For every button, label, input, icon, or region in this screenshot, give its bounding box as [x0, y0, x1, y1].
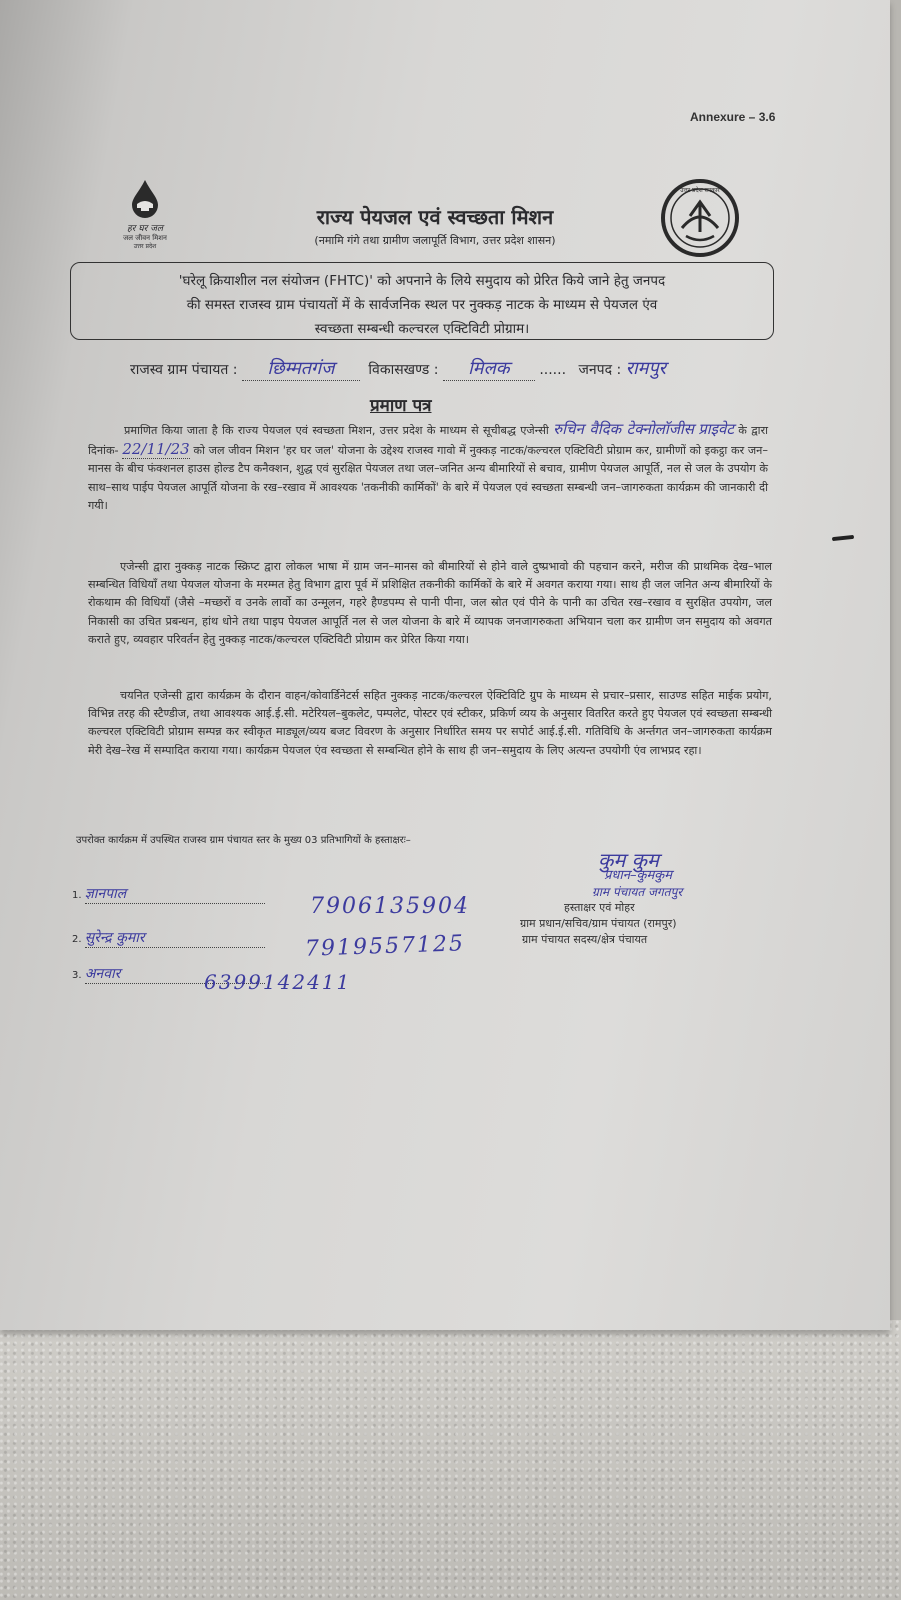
- paragraph-3: चयनित एजेन्सी द्वारा कार्यक्रम के दौरान वाहन/कोवार्डिनेटर्स सहित नुक्कड़ नाटक/कल्चरल ऐक्टिविटि ग्रुप के माध्यम से प्रचार–प्रसार, साउण्ड सहित माईक प्रयोग, विभिन्न तरह की स्टैण्डीज, तथा आवश्यक आई.ई.सी. मटेरियल–बुकलेट, पम्पलेट, पोस्टर एवं स्टीकर, प्रकिर्ण व्यय के अनुसार वितरित करते हुए पेयजल एवं स्वच्छता सम्बन्धी कल्चरल एक्टिविटी प्रोग्राम सम्पन्न कर स्वीकृत माड्यूल/व्यय बजट विवरण के अनुसार निर्धारित समय पर सपोर्ट आई.ई.सी. गतिविधि के अर्न्तगत जन–जागरुकता कार्यक्रम मेरी देख–रेख में सम्पादित कराया गया। कार्यक्रम पेयजल एंव स्वच्छता से सम्बन्धित होने के साथ ही जन–समुदाय के लिए अत्यन्त उपयोगी एंव लाभप्रद रहा।: [88, 689, 772, 757]
- block-label: विकासखण्ड :: [368, 362, 439, 378]
- logo-line-2: जल जीवन मिशन: [123, 234, 167, 242]
- sign-and-seal-label: हस्ताक्षर एवं मोहर: [564, 901, 635, 914]
- block-value: मिलक: [443, 356, 535, 381]
- heading-line-2: की समस्त राजस्व ग्राम पंचायतों में के सार्वजनिक स्थल पर नुक्कड़ नाटक के माध्यम से पेयजल एंव: [186, 297, 658, 313]
- member-designation-label: ग्राम पंचायत सदस्य/क्षेत्र पंचायत: [522, 933, 648, 946]
- participant-signature-1: [72, 884, 265, 904]
- mission-title: राज्य पेयजल एवं स्वच्छता मिशन: [316, 205, 554, 229]
- panchayat-value: छिम्मतगंज: [242, 356, 360, 381]
- block-dots: ......: [539, 362, 567, 378]
- program-heading-box: [70, 262, 774, 340]
- participant-number: 2.: [72, 934, 82, 945]
- participant-name: अनवार: [85, 964, 265, 984]
- logo-line-1: हर घर जल: [127, 224, 163, 234]
- margin-pen-mark: [832, 535, 854, 541]
- participant-signature-2: [72, 928, 265, 948]
- har-ghar-jal-logo: [100, 178, 190, 251]
- private-handwritten: प्राइवेट: [698, 420, 734, 438]
- paragraph-2: एजेन्सी द्वारा नुक्कड़ नाटक स्क्रिप्ट द्वारा लोकल भाषा में ग्राम जन–मानस को बीमारियों से होने वाले दुष्प्रभावो की पहचान करने, मरीज की प्राथमिक देख–भाल सम्बन्धित विधियाँ तथा पेयजल योजना के मरम्मत हेतु विभाग द्वारा पूर्व में प्रशिक्षित तकनीकी कार्मिकों के बारे में अवगत कराया गया। साथ ही जल जनित अन्य बीमारियों के रोकथाम की विधियाँ (जैसे –मच्छरों व उनके लार्वो का उन्मूलन, गहरे हैण्डपम्प से पानी पीना, जल स्रोत एवं पीने के पानी का उचित रख–रखाव व सुरक्षित उपयोग, जल निकासी का उचित प्रबन्धन, हांथ धोने तथा पाइप पेयजल आपूर्ति नल से जल योजना के बारे में व्यापक जनजागरुकता अभियान चला कर ग्रामीण जन समुदाय को अवगत कराते हुए, व्यवहार परिवर्तन हेतु नुक्कड़ नाटक/कल्चरल एक्टिविटी प्रोग्राम कर प्रेरित किया गया।: [88, 560, 772, 646]
- mission-subtitle: (नमामि गंगे तथा ग्रामीण जलापूर्ति विभाग, उत्तर प्रदेश शासन): [314, 234, 556, 247]
- carpet-background: [0, 1320, 901, 1600]
- heading-line-3: स्वच्छता सम्बन्धी कल्चरल एक्टिविटी प्रोग्राम।: [314, 321, 530, 337]
- participant-phone-2: 7919557125: [304, 931, 466, 962]
- panchayat-label: राजस्व ग्राम पंचायत :: [130, 362, 238, 378]
- agency-name-handwritten: रुचिन वैदिक टेक्नोलॉजीस: [553, 420, 694, 438]
- district-label: जनपद :: [578, 362, 622, 378]
- annexure-label: Annexure – 3.6: [690, 110, 776, 124]
- participant-name: ज्ञानपाल: [85, 884, 265, 904]
- certificate-title: प्रमाण पत्र: [370, 396, 432, 416]
- pradhan-signature-block: [520, 848, 750, 948]
- water-drop-icon: [127, 178, 163, 218]
- participant-number: 1.: [72, 890, 82, 901]
- participant-name: सुरेन्द्र कुमार: [85, 928, 265, 948]
- para1-text-c: को जल जीवन मिशन 'हर घर जल' योजना के उद्देश्य राजस्व गावो में नुक्कड़ नाटक/कल्चरल एक्टिविटी प्रोग्राम कर, ग्रामीणों को इकट्ठा कर जन–मानस के बीच फंक्शनल हाउस होल्ड टैप कनैक्शन, शुद्ध एवं सुरक्षित पेयजल तथा जल–जनित अन्य बीमारियों से बचाव, ग्रामीण पेयजल आपूर्ति, नल से जल के उपयोग के साथ–साथ पाईप पेयजल आपूर्ति योजना के रख–रखाव में आवश्यक 'तकनीकी कार्मिकों' के बारे में पेयजल एवं स्वच्छता सम्बन्धी जन–जागरुकता कार्यक्रम की जानकारी दी गयी।: [88, 444, 768, 512]
- pradhan-stamp-village: ग्राम पंचायत जगतपुर: [592, 885, 683, 899]
- district-value: रामपुर: [625, 358, 667, 379]
- seal-text: उत्तर प्रदेश सरकार: [680, 187, 720, 194]
- participants-signature-label: उपरोक्त कार्यक्रम में उपस्थित राजस्व ग्राम पंचायत स्तर के मुख्य 03 प्रतिभागियों के हस्ताक्षरः–: [76, 835, 411, 846]
- heading-line-1: 'घरेलू क्रियाशील नल संयोजन (FHTC)' को अपनाने के लिये समुदाय को प्रेरित किये जाने हेतु जनपद: [178, 273, 666, 289]
- participant-number: 3.: [72, 970, 82, 981]
- pradhan-stamp-name: प्रधान–कुमकुम: [604, 868, 672, 883]
- logo-line-3: उत्तर प्रदेश: [133, 243, 157, 250]
- participant-phone-1: 7906135904: [310, 894, 470, 919]
- paragraph-1: [88, 420, 768, 515]
- up-government-seal-icon: [660, 178, 740, 258]
- panchayat-row: [130, 356, 666, 381]
- pradhan-designation-label: ग्राम प्रधान/सचिव/ग्राम पंचायत (रामपुर): [520, 917, 677, 930]
- date-handwritten: 22/11/23: [122, 440, 190, 459]
- participant-phone-3: 6399142411: [204, 970, 352, 994]
- para1-text-b: के द्वारा दिनांक-: [88, 424, 769, 458]
- para1-text-a: प्रमाणित किया जाता है कि राज्य पेयजल एवं स्वच्छता मिशन, उत्तर प्रदेश के माध्यम से सूचीबद्ध एजेन्सी: [124, 424, 549, 437]
- pradhan-signature: कुम कुम: [598, 848, 659, 872]
